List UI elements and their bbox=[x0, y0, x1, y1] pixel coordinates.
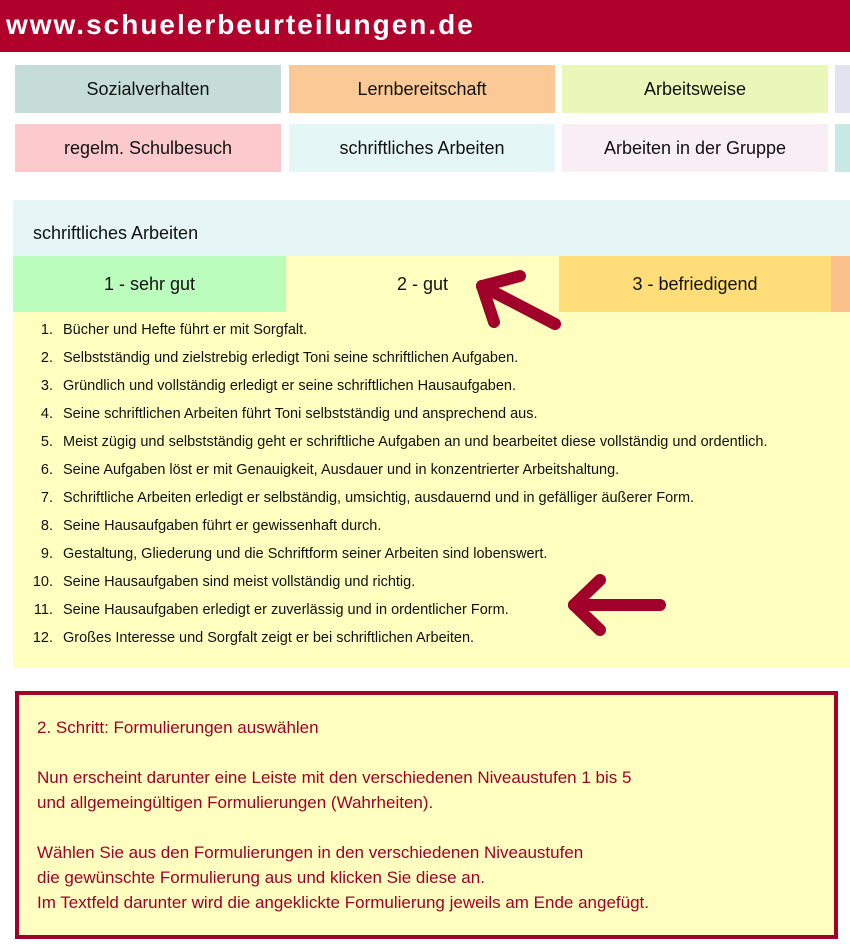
phrase-number: 4. bbox=[40, 406, 53, 422]
section-title-text: schriftliches Arbeiten bbox=[33, 223, 199, 243]
phrase-text: Gestaltung, Gliederung und die Schriftform seiner Arbeiten sind lobenswert. bbox=[63, 546, 548, 562]
nav-label: schriftliches Arbeiten bbox=[339, 137, 505, 158]
phrase-number: 8. bbox=[40, 518, 53, 534]
phrase-number: 12. bbox=[32, 630, 53, 646]
phrase-text: Meist zügig und selbstständig geht er schriftliche Aufgaben an und bearbeitet diese vollständig und ordentlich. bbox=[63, 434, 768, 450]
instruction-text: und allgemeingültigen Formulierungen (Wahrheiten). bbox=[37, 793, 434, 812]
tab-gut[interactable] bbox=[286, 256, 559, 312]
phrase-text: Seine Hausaufgaben führt er gewissenhaft durch. bbox=[63, 518, 382, 534]
phrase-text: Selbstständig und zielstrebig erledigt Toni seine schriftlichen Aufgaben. bbox=[63, 350, 519, 366]
instruction-text: Nun erscheint darunter eine Leiste mit den verschiedenen Niveaustufen 1 bis 5 bbox=[37, 768, 632, 787]
phrase-number: 3. bbox=[40, 378, 53, 394]
instruction-box bbox=[15, 691, 838, 939]
phrase-text: Seine Aufgaben löst er mit Genauigkeit, Ausdauer und in konzentrierter Arbeitshaltung. bbox=[63, 462, 620, 478]
phrase-number: 5. bbox=[40, 434, 53, 450]
tab-hidden-level[interactable] bbox=[831, 256, 850, 312]
nav-arbeitsweise[interactable] bbox=[562, 65, 828, 113]
tab-label: 3 - befriedigend bbox=[632, 273, 758, 294]
phrase-text: Gründlich und vollständig erledigt er seine schriftlichen Hausaufgaben. bbox=[63, 378, 516, 394]
phrase-number: 11. bbox=[33, 602, 53, 618]
phrase-text: Schriftliche Arbeiten erledigt er selbständig, umsichtig, ausdauernd und in gefälliger äußerer Form. bbox=[63, 490, 695, 506]
instruction-text: Wählen Sie aus den Formulierungen in den verschiedenen Niveaustufen bbox=[37, 843, 584, 862]
nav-sozialverhalten[interactable] bbox=[15, 65, 281, 113]
phrase-number: 6. bbox=[40, 462, 53, 478]
phrase-list-panel bbox=[13, 312, 850, 668]
instruction-text: Im Textfeld darunter wird die angeklickte Formulierung jeweils am Ende angefügt. bbox=[37, 893, 649, 912]
tab-befriedigend[interactable] bbox=[559, 256, 831, 312]
phrase-number: 1. bbox=[40, 322, 53, 338]
phrase-number: 7. bbox=[40, 490, 53, 506]
phrase-text: Seine Hausaufgaben sind meist vollständig und richtig. bbox=[63, 574, 416, 590]
tab-label: 1 - sehr gut bbox=[103, 273, 196, 294]
level-tabs bbox=[13, 256, 850, 312]
nav-schulbesuch[interactable] bbox=[15, 124, 281, 172]
instruction-heading: 2. Schritt: Formulierungen auswählen bbox=[37, 718, 319, 737]
nav-label: Arbeitsweise bbox=[643, 78, 747, 99]
tab-sehr-gut[interactable] bbox=[13, 256, 286, 312]
phrase-text: Großes Interesse und Sorgfalt zeigt er bei schriftlichen Arbeiten. bbox=[63, 630, 475, 646]
phrase-text: Bücher und Hefte führt er mit Sorgfalt. bbox=[63, 322, 308, 338]
phrase-number: 2. bbox=[40, 350, 53, 366]
site-title: www.schuelerbeurteilungen.de bbox=[6, 9, 475, 40]
nav-label: regelm. Schulbesuch bbox=[63, 137, 233, 158]
instruction-text: die gewünschte Formulierung aus und klicken Sie diese an. bbox=[37, 868, 485, 887]
category-nav-row-1 bbox=[15, 65, 850, 113]
nav-label: Arbeiten in der Gruppe bbox=[603, 137, 787, 158]
phrase-number: 10. bbox=[32, 574, 53, 590]
tab-label: 2 - gut bbox=[396, 273, 449, 294]
phrase-text: Seine Hausaufgaben erledigt er zuverlässig und in ordentlicher Form. bbox=[63, 602, 509, 618]
nav-schriftliches-arbeiten[interactable] bbox=[289, 124, 555, 172]
nav-hidden-item[interactable] bbox=[835, 65, 850, 113]
nav-label: Lernbereitschaft bbox=[357, 78, 487, 99]
phrase-number: 9. bbox=[40, 546, 53, 562]
nav-lernbereitschaft[interactable] bbox=[289, 65, 555, 113]
category-nav-row-2 bbox=[15, 124, 850, 172]
site-header bbox=[0, 0, 850, 52]
nav-arbeiten-gruppe[interactable] bbox=[562, 124, 828, 172]
nav-label: Sozialverhalten bbox=[86, 78, 210, 99]
nav-hidden-item[interactable] bbox=[835, 124, 850, 172]
phrase-text: Seine schriftlichen Arbeiten führt Toni selbstständig und ansprechend aus. bbox=[63, 406, 538, 422]
section-title bbox=[13, 200, 850, 256]
